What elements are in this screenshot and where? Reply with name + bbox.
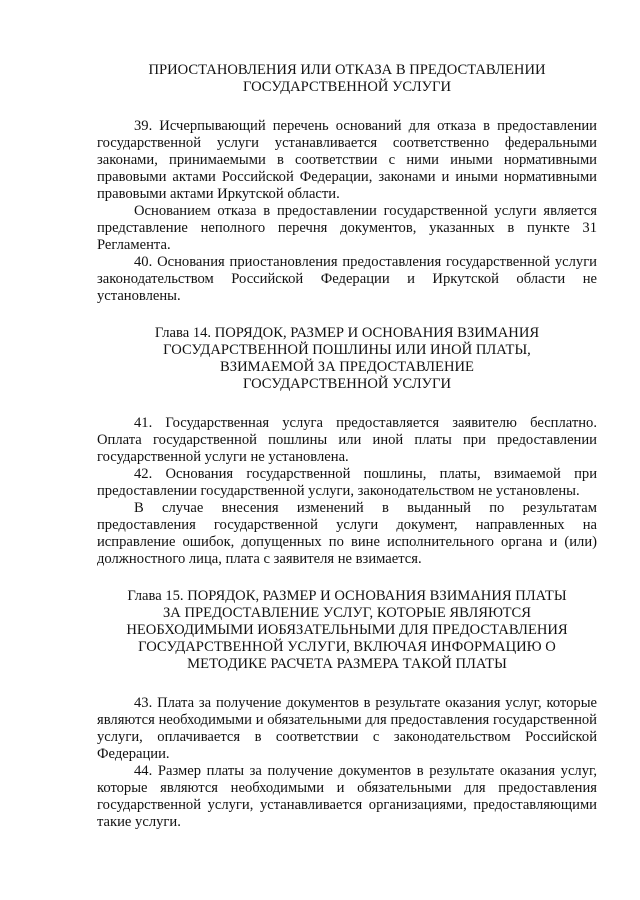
heading-line: ВЗИМАЕМОЙ ЗА ПРЕДОСТАВЛЕНИЕ bbox=[220, 359, 474, 375]
paragraph-39: 39. Исчерпывающий перечень оснований для отказа в предоставлении государственной услуги устанавливается соответственно федеральными законами, принимаемыми в соответствии с ними иными нормативными правовыми актами Российской Федерации, законами и иными нормативными правовыми актами Иркутской области. bbox=[97, 118, 597, 202]
heading-line: ГОСУДАРСТВЕННОЙ УСЛУГИ, ВКЛЮЧАЯ ИНФОРМАЦИЮ О bbox=[138, 639, 556, 655]
document-page bbox=[97, 58, 597, 831]
chapter-14-heading bbox=[97, 325, 597, 393]
heading-line: Глава 14. ПОРЯДОК, РАЗМЕР И ОСНОВАНИЯ ВЗИМАНИЯ bbox=[154, 325, 540, 341]
paragraph-42: 42. Основания государственной пошлины, платы, взимаемой при предоставлении государственной услуги, законодательством не установлены. bbox=[97, 466, 597, 499]
paragraph-39-refusal-basis: Основанием отказа в предоставлении государственной услуги является представление неполного перечня документов, указанных в пункте 31 Регламента. bbox=[97, 203, 597, 253]
heading-line: МЕТОДИКЕ РАСЧЕТА РАЗМЕРА ТАКОЙ ПЛАТЫ bbox=[187, 656, 507, 672]
heading-line: НЕОБХОДИМЫМИ ИОБЯЗАТЕЛЬНЫМИ ДЛЯ ПРЕДОСТАВЛЕНИЯ bbox=[126, 622, 568, 638]
paragraph-43: 43. Плата за получение документов в результате оказания услуг, которые являются необходимыми и обязательными для предоставления государственной услуги, оплачивается в соответствии с законодательством Российской Федерации. bbox=[97, 695, 597, 762]
section-heading-refusal bbox=[97, 62, 597, 96]
paragraph-42-correction: В случае внесения изменений в выданный по результатам предоставления государственной услуги документ, направленных на исправление ошибок, допущенных по вине исполнительного органа и (или) должностного лица, плата с заявителя не взимается. bbox=[97, 500, 597, 567]
heading-line: ЗА ПРЕДОСТАВЛЕНИЕ УСЛУГ, КОТОРЫЕ ЯВЛЯЮТСЯ bbox=[163, 605, 531, 621]
paragraph-41: 41. Государственная услуга предоставляется заявителю бесплатно. Оплата государственной пошлины или иной платы при предоставлении государственной услуги не установлена. bbox=[97, 415, 597, 465]
heading-line: Глава 15. ПОРЯДОК, РАЗМЕР И ОСНОВАНИЯ ВЗИМАНИЯ ПЛАТЫ bbox=[127, 588, 567, 604]
heading-line: ГОСУДАРСТВЕННОЙ УСЛУГИ bbox=[243, 79, 451, 95]
heading-line: ПРИОСТАНОВЛЕНИЯ ИЛИ ОТКАЗА В ПРЕДОСТАВЛЕНИИ bbox=[148, 62, 546, 78]
heading-line: ГОСУДАРСТВЕННОЙ УСЛУГИ bbox=[243, 376, 451, 392]
heading-line: ГОСУДАРСТВЕННОЙ ПОШЛИНЫ ИЛИ ИНОЙ ПЛАТЫ, bbox=[163, 342, 531, 358]
paragraph-40: 40. Основания приостановления предоставления государственной услуги законодательством Российской Федерации и Иркутской области не установлены. bbox=[97, 254, 597, 304]
paragraph-44: 44. Размер платы за получение документов в результате оказания услуг, которые являются необходимыми и обязательными для предоставления государственной услуги, устанавливается организациями, предоставляющими такие услуги. bbox=[97, 763, 597, 830]
chapter-15-heading bbox=[97, 588, 597, 673]
